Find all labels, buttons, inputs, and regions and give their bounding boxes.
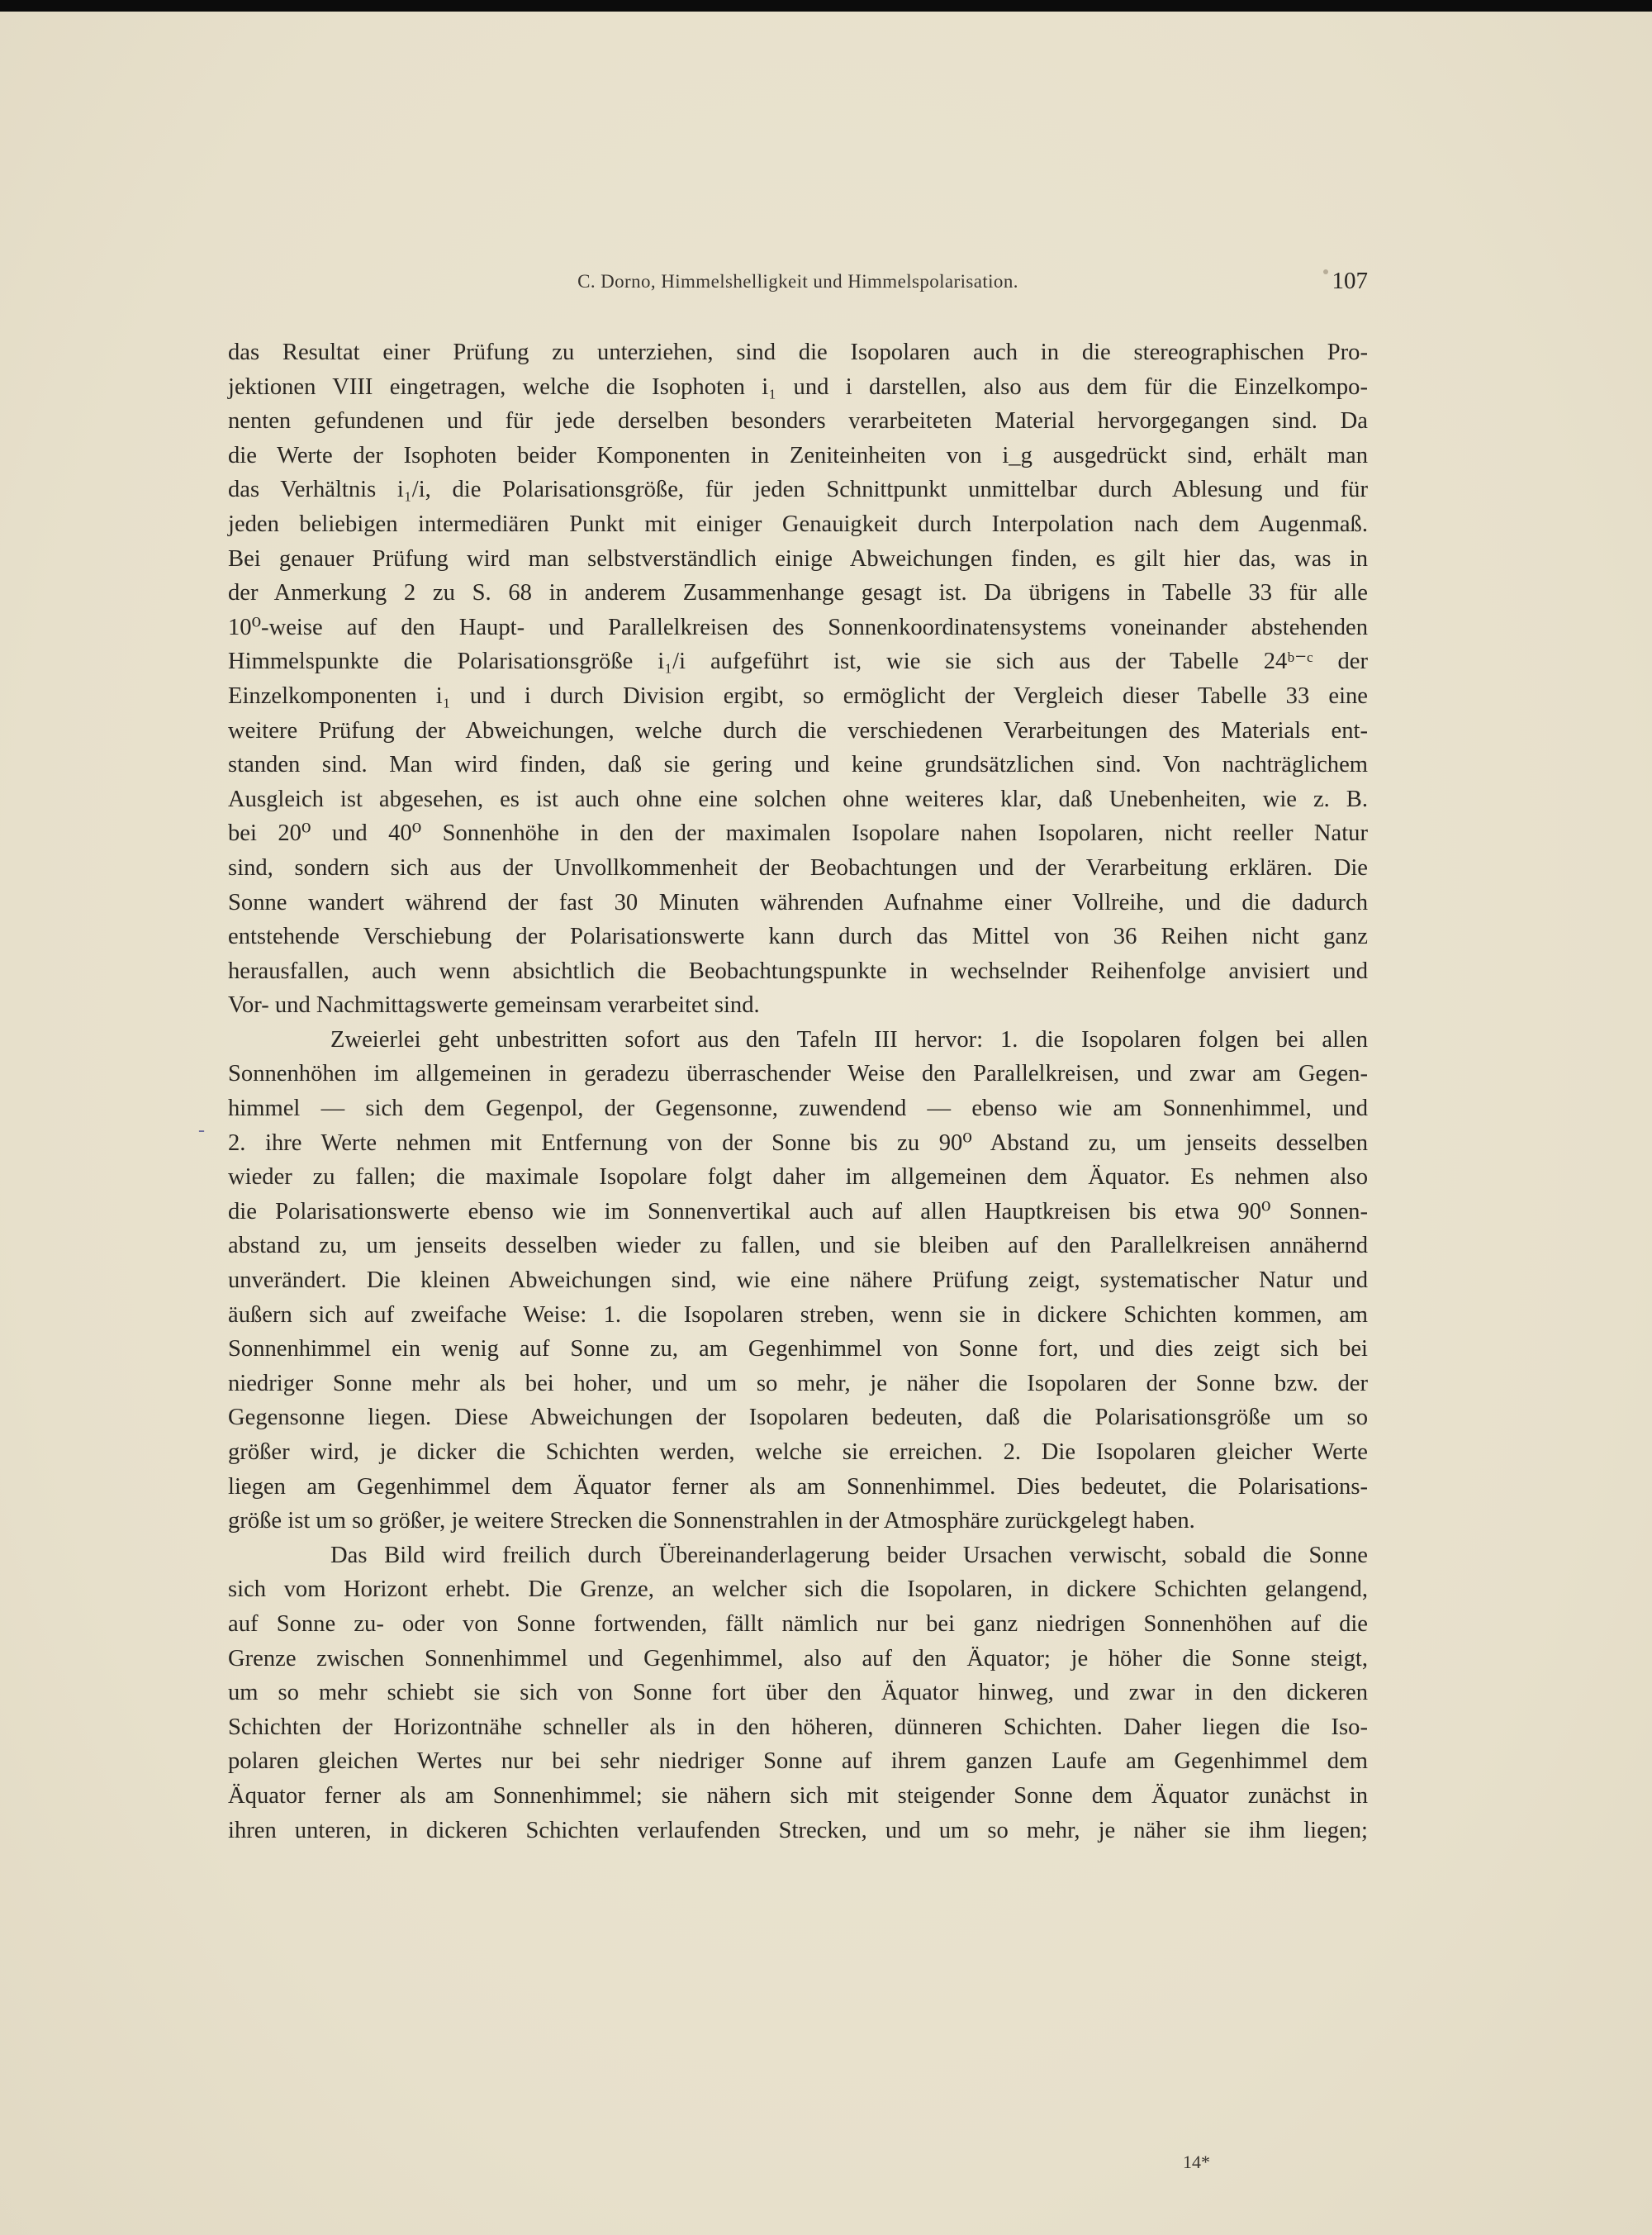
text-line: Einzelkomponenten i₁ und i durch Division ergibt, so ermöglicht der Vergleich dieser Tabelle 33 eine: [228, 682, 1368, 709]
text-line: himmel — sich dem Gegenpol, der Gegensonne, zuwendend — ebenso wie am Sonnenhimmel, und: [228, 1096, 1368, 1122]
text-line: das Verhältnis i₁/i, die Polarisationsgröße, für jeden Schnittpunkt unmittelbar durch Ablesung und für: [228, 477, 1368, 503]
text-line: Grenze zwischen Sonnenhimmel und Gegenhimmel, also auf den Äquator; je höher die Sonne steigt,: [228, 1645, 1368, 1671]
running-title: C. Dorno, Himmelshelligkeit und Himmelspolarisation.: [577, 271, 1018, 292]
text-line: ihren unteren, in dickeren Schichten verlaufenden Strecken, und um so mehr, je näher sie ihm liegen;: [228, 1817, 1368, 1843]
text-line: unverändert. Die kleinen Abweichungen sind, wie eine nähere Prüfung zeigt, systematischer Natur und: [228, 1267, 1368, 1294]
text-line: das Resultat einer Prüfung zu unterziehen, sind die Isopolaren auch in die stereographischen Pro-: [228, 340, 1368, 365]
paragraph-end-line: Vor- und Nachmittagswerte gemeinsam verarbeitet sind.: [228, 992, 760, 1019]
text-line: Schichten der Horizontnähe schneller als in den höheren, dünneren Schichten. Daher liegen die Iso-: [228, 1714, 1368, 1740]
text-line: wieder zu fallen; die maximale Isopolare folgt daher im allgemeinen dem Äquator. Es nehmen also: [228, 1164, 1368, 1191]
text-line: nenten gefundenen und für jede derselben besonders verarbeiteten Material hervorgegangen sind. Da: [228, 408, 1368, 435]
text-line: 10⁰-weise auf den Haupt- und Parallelkreisen des Sonnenkoordinatensystems voneinander abstehenden: [228, 614, 1368, 640]
text-line: Sonnenhimmel ein wenig auf Sonne zu, am Gegenhimmel von Sonne fort, und dies zeigt sich bei: [228, 1336, 1368, 1362]
text-line: die Werte der Isophoten beider Komponenten in Zeniteinheiten von i_g ausgedrückt sind, erhält man: [228, 442, 1368, 468]
page-number: 107: [1332, 268, 1368, 294]
text-line: bei 20⁰ und 40⁰ Sonnenhöhe in den der maximalen Isopolare nahen Isopolaren, nicht reeller Natur: [228, 820, 1368, 847]
text-line: abstand zu, um jenseits desselben wieder zu fallen, und sie bleiben auf den Parallelkreisen annähernd: [228, 1233, 1368, 1259]
text-line: äußern sich auf zweifache Weise: 1. die Isopolaren streben, wenn sie in dickere Schichten kommen, am: [228, 1301, 1368, 1328]
text-line: 2. ihre Werte nehmen mit Entfernung von der Sonne bis zu 90⁰ Abstand zu, um jenseits desselben: [228, 1129, 1368, 1156]
text-line: Ausgleich ist abgesehen, es ist auch ohne eine solchen ohne weiteres klar, daß Unebenheiten, wie z. B.: [228, 786, 1368, 812]
text-line: Äquator ferner als am Sonnenhimmel; sie nähern sich mit steigender Sonne dem Äquator zunächst in: [228, 1782, 1368, 1809]
text-line: entstehende Verschiebung der Polarisationswerte kann durch das Mittel von 36 Reihen nicht ganz: [228, 924, 1368, 950]
paragraph-start-line: Zweierlei geht unbestritten sofort aus den Tafeln III hervor: 1. die Isopolaren folgen bei allen: [330, 1026, 1368, 1053]
document-page: [0, 12, 1652, 2235]
text-line: liegen am Gegenhimmel dem Äquator ferner als am Sonnenhimmel. Dies bedeutet, die Polarisations-: [228, 1473, 1368, 1500]
text-line: Bei genauer Prüfung wird man selbstverständlich einige Abweichungen finden, es gilt hier das, was in: [228, 545, 1368, 572]
text-line: auf Sonne zu- oder von Sonne fortwenden, fällt nämlich nur bei ganz niedrigen Sonnenhöhen auf die: [228, 1610, 1368, 1637]
text-line: jeden beliebigen intermediären Punkt mit einiger Genauigkeit durch Interpolation nach dem Augenmaß.: [228, 511, 1368, 537]
text-line: jektionen VIII eingetragen, welche die Isophoten i₁ und i darstellen, also aus dem für die Einzelkompo-: [228, 373, 1368, 400]
text-line: herausfallen, auch wenn absichtlich die Beobachtungspunkte in wechselnder Reihenfolge anvisiert und: [228, 958, 1368, 984]
text-line: Himmelspunkte die Polarisationsgröße i₁/i aufgeführt ist, wie sie sich aus der Tabelle 24ᵇ⁻ᶜ der: [228, 649, 1368, 675]
text-line: weitere Prüfung der Abweichungen, welche durch die verschiedenen Verarbeitungen des Materials ent-: [228, 717, 1368, 744]
text-line: Gegensonne liegen. Diese Abweichungen der Isopolaren bedeuten, daß die Polarisationsgröße um so: [228, 1405, 1368, 1431]
text-line: polaren gleichen Wertes nur bei sehr niedriger Sonne auf ihrem ganzen Laufe am Gegenhimmel dem: [228, 1748, 1368, 1775]
text-line: niedriger Sonne mehr als bei hoher, und um so mehr, je näher die Isopolaren der Sonne bzw. der: [228, 1370, 1368, 1396]
text-line: Sonne wandert während der fast 30 Minuten währenden Aufnahme einer Vollreihe, und die dadurch: [228, 889, 1368, 915]
signature-mark: 14*: [1183, 2152, 1210, 2172]
text-line: standen sind. Man wird finden, daß sie gering und keine grundsätzlichen sind. Von nachträglichem: [228, 752, 1368, 778]
running-head: [228, 268, 1368, 304]
text-line: die Polarisationswerte ebenso wie im Sonnenvertikal auch auf allen Hauptkreisen bis etwa 90⁰ Sonnen-: [228, 1198, 1368, 1224]
text-line: um so mehr schiebt sie sich von Sonne fort über den Äquator hinweg, und zwar in den dickeren: [228, 1680, 1368, 1706]
text-line: größer wird, je dicker die Schichten werden, welche sie erreichen. 2. Die Isopolaren gleicher Werte: [228, 1439, 1368, 1465]
paragraph-start-line: Das Bild wird freilich durch Übereinanderlagerung beider Ursachen verwischt, sobald die Sonne: [330, 1542, 1368, 1568]
text-line: sich vom Horizont erhebt. Die Grenze, an welcher sich die Isopolaren, in dickere Schichten gelangend,: [228, 1576, 1368, 1603]
body-text: [228, 335, 1368, 1847]
text-line: Sonnenhöhen im allgemeinen in geradezu überraschender Weise den Parallelkreisen, und zwar am Gegen-: [228, 1061, 1368, 1087]
text-line: der Anmerkung 2 zu S. 68 in anderem Zusammenhange gesagt ist. Da übrigens in Tabelle 33 für alle: [228, 580, 1368, 606]
paragraph-end-line: größe ist um so größer, je weitere Strecken die Sonnenstrahlen in der Atmosphäre zurückgelegt haben.: [228, 1508, 1195, 1534]
margin-mark: -: [198, 1120, 205, 1141]
text-line: sind, sondern sich aus der Unvollkommenheit der Beobachtungen und der Verarbeitung erklären. Die: [228, 854, 1368, 881]
